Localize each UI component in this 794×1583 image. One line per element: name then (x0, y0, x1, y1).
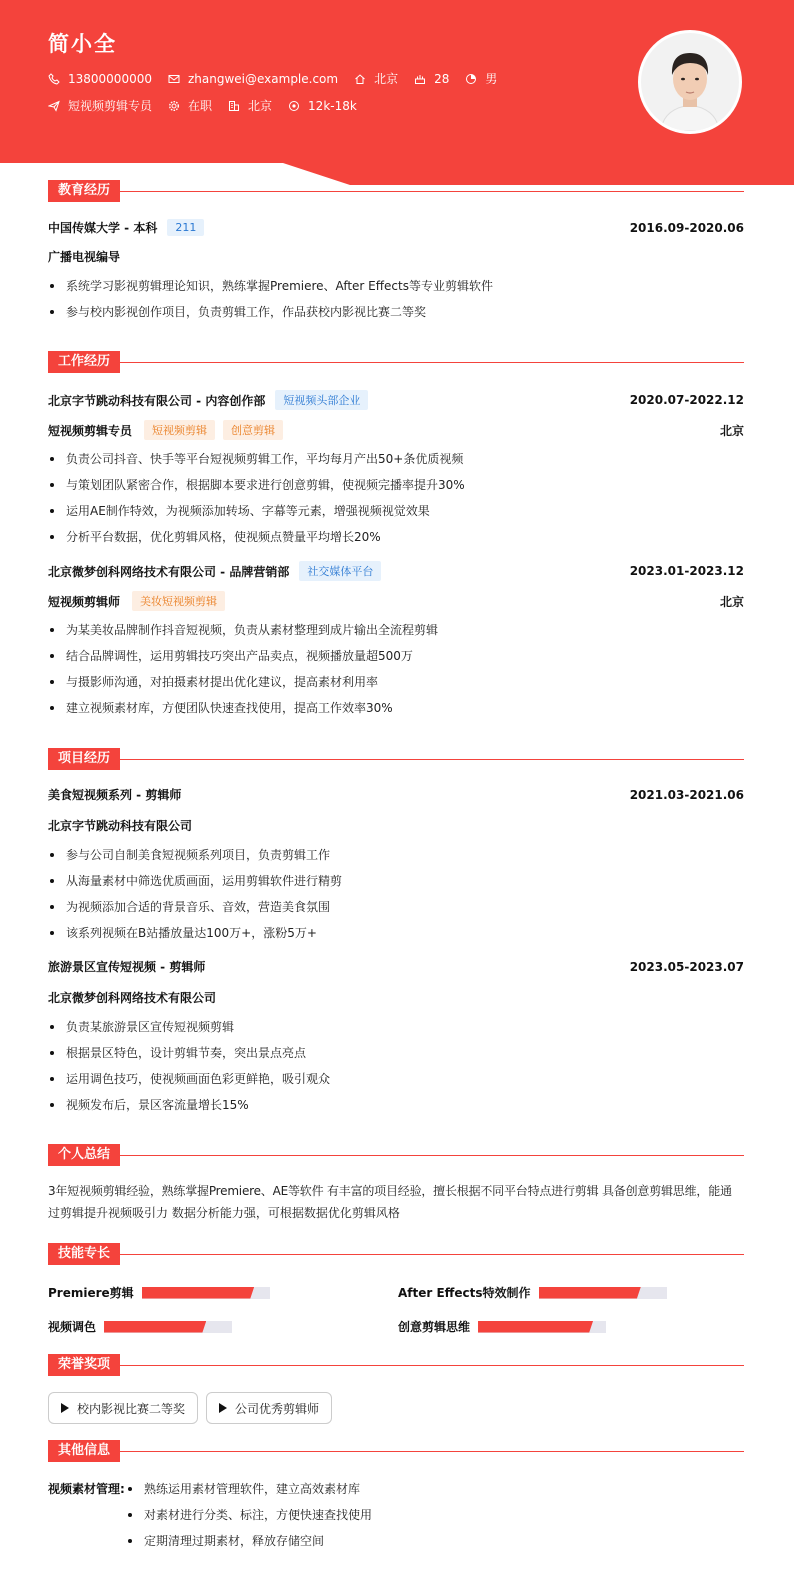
role-tag: 美妆短视频剪辑 (132, 591, 225, 611)
summary-heading (48, 1144, 744, 1166)
email-text: zhangwei@example.com (187, 71, 339, 86)
work-company-row (48, 561, 744, 581)
skill-bar (142, 1287, 270, 1299)
phone-text: 13800000000 (68, 71, 152, 86)
work-entry (48, 390, 744, 550)
gender-item (465, 70, 497, 87)
project-title-row (48, 958, 744, 975)
other-section (48, 1440, 744, 1554)
project-date: 2023.05-2023.07 (629, 959, 744, 974)
section-divider (120, 1254, 744, 1255)
list-item: 参与校内影视创作项目，负责剪辑工作，作品获校内影视比赛二等奖 (48, 299, 744, 325)
summary-line: 过剪辑提升视频吸引力 数据分析能力强，可根据数据优化剪辑风格 (48, 1206, 400, 1220)
section-divider (120, 1155, 744, 1156)
skill-bar (478, 1321, 606, 1333)
skill-item (398, 1284, 667, 1301)
award-item (48, 1392, 198, 1424)
avatar (638, 30, 742, 134)
education-date: 2016.09-2020.06 (629, 220, 744, 235)
awards-title: 荣誉奖项 (48, 1354, 120, 1376)
list-item: 系统学习影视剪辑理论知识，熟练掌握Premiere、After Effects等专业剪辑软件 (48, 273, 744, 299)
company-tag: 社交媒体平台 (299, 561, 381, 581)
other-label: 视频素材管理: (48, 1482, 125, 1496)
work-city: 北京 (719, 594, 744, 609)
coin-icon (288, 100, 300, 112)
gender-text: 男 (485, 72, 498, 86)
list-item: 与摄影师沟通，对拍摄素材提出优化建议，提高素材利用率 (48, 669, 744, 695)
project-title: 旅游景区宣传短视频 - 剪辑师 (48, 960, 206, 974)
avatar-portrait (641, 33, 739, 131)
education-section (48, 180, 744, 325)
skill-name: After Effects特效制作 (398, 1286, 531, 1300)
list-item: 根据景区特色，设计剪辑节奏，突出景点亮点 (48, 1040, 744, 1066)
school-name: 中国传媒大学 - 本科 (48, 221, 158, 235)
list-item: 分析平台数据，优化剪辑风格，使视频点赞量平均增长20% (48, 524, 744, 550)
hometown-item (354, 70, 398, 87)
skills-title: 技能专长 (48, 1243, 120, 1265)
list-item: 负责公司抖音、快手等平台短视频剪辑工作，平均每月产出50+条优质视频 (48, 446, 744, 472)
education-heading (48, 180, 744, 202)
age-text: 28 (434, 71, 450, 86)
job-intent-row (48, 97, 373, 114)
skill-bar (104, 1321, 232, 1333)
projects-title: 项目经历 (48, 748, 120, 770)
list-item: 负责某旅游景区宣传短视频剪辑 (48, 1014, 744, 1040)
role-tag: 创意剪辑 (223, 420, 283, 440)
age-item (414, 72, 449, 86)
summary-section (48, 1144, 744, 1224)
awards-section (48, 1354, 744, 1424)
skill-bar-fill (478, 1321, 593, 1333)
section-divider (120, 362, 744, 363)
company-tag: 短视频头部企业 (275, 390, 368, 410)
summary-line: 3年短视频剪辑经验，熟练掌握Premiere、AE等软件 有丰富的项目经验，擅长根据不同平台特点进行剪辑 具备创意剪辑思维，能通 (48, 1184, 732, 1198)
project-title: 美食短视频系列 - 剪辑师 (48, 788, 182, 802)
list-item: 与策划团队紧密合作，根据脚本要求进行创意剪辑，使视频完播率提升30% (48, 472, 744, 498)
awards-heading (48, 1354, 744, 1376)
list-item: 为某美妆品牌制作抖音短视频，负责从素材整理到成片输出全流程剪辑 (48, 617, 744, 643)
skill-bar-fill (104, 1321, 206, 1333)
project-bullets (48, 842, 744, 946)
target-city-item (228, 97, 272, 114)
skill-name: Premiere剪辑 (48, 1286, 134, 1300)
award-label: 校内影视比赛二等奖 (77, 1401, 186, 1416)
education-row (48, 219, 744, 236)
work-entry (48, 561, 744, 721)
project-entry (48, 958, 744, 1118)
project-bullets (48, 1014, 744, 1118)
project-company: 北京字节跳动科技有限公司 (48, 819, 193, 833)
role-tag: 短视频剪辑 (144, 420, 215, 440)
skills-heading (48, 1243, 744, 1265)
work-date: 2023.01-2023.12 (629, 564, 744, 578)
company-name: 北京微梦创科网络技术有限公司 - 品牌营销部 (48, 564, 290, 579)
work-company-row (48, 390, 744, 410)
work-role-row (48, 420, 744, 440)
salary-text: 12k-18k (308, 98, 357, 113)
hometown-text: 北京 (374, 72, 399, 86)
email-item (168, 72, 338, 86)
skills-section (48, 1243, 744, 1333)
work-section (48, 351, 744, 721)
section-divider (120, 1365, 744, 1366)
project-entry (48, 786, 744, 946)
major: 广播电视编导 (48, 250, 121, 264)
status-text: 在职 (188, 99, 213, 113)
phone-item (48, 72, 152, 86)
skill-item (398, 1318, 606, 1335)
award-label: 公司优秀剪辑师 (235, 1401, 320, 1416)
other-title: 其他信息 (48, 1440, 120, 1462)
list-item: 熟练运用素材管理软件，建立高效素材库 (126, 1476, 372, 1502)
target-position-text: 短视频剪辑专员 (68, 99, 153, 113)
education-bullets (48, 273, 744, 325)
building-icon (228, 100, 240, 112)
work-title: 工作经历 (48, 351, 120, 373)
gear-icon (168, 100, 180, 112)
work-bullets (48, 617, 744, 721)
work-heading (48, 351, 744, 373)
project-date: 2021.03-2021.06 (629, 787, 744, 802)
play-icon (219, 1403, 227, 1413)
home-icon (354, 73, 366, 85)
list-item: 运用调色技巧，使视频画面色彩更鲜艳，吸引观众 (48, 1066, 744, 1092)
education-title: 教育经历 (48, 180, 120, 202)
award-item (206, 1392, 332, 1424)
work-role-row (48, 591, 744, 611)
resume-header (0, 0, 794, 185)
skill-name: 创意剪辑思维 (398, 1320, 471, 1334)
list-item: 从海量素材中筛选优质画面，运用剪辑软件进行精剪 (48, 868, 744, 894)
skill-item (48, 1318, 232, 1335)
target-position-item (48, 97, 152, 114)
project-title-row (48, 786, 744, 803)
list-item: 视频发布后，景区客流量增长15% (48, 1092, 744, 1118)
candidate-name: 简小全 (48, 32, 117, 56)
list-item: 该系列视频在B站播放量达100万+，涨粉5万+ (48, 920, 744, 946)
role-title: 短视频剪辑师 (48, 594, 121, 609)
awards-list (48, 1392, 744, 1424)
target-city-text: 北京 (248, 99, 273, 113)
skill-bar-fill (142, 1287, 255, 1299)
contact-row (48, 70, 513, 87)
skill-bar (539, 1287, 667, 1299)
play-icon (61, 1403, 69, 1413)
school-tag: 211 (167, 219, 204, 236)
work-city: 北京 (719, 423, 744, 438)
section-divider (120, 759, 744, 760)
other-bullets (126, 1476, 372, 1554)
mail-icon (168, 73, 180, 85)
other-heading (48, 1440, 744, 1462)
salary-item (288, 99, 357, 113)
list-item: 结合品牌调性，运用剪辑技巧突出产品卖点，视频播放量超500万 (48, 643, 744, 669)
summary-title: 个人总结 (48, 1144, 120, 1166)
skill-name: 视频调色 (48, 1320, 97, 1334)
status-item (168, 97, 212, 114)
list-item: 运用AE制作特效，为视频添加转场、字幕等元素，增强视频视觉效果 (48, 498, 744, 524)
work-bullets (48, 446, 744, 550)
section-divider (120, 1451, 744, 1452)
section-divider (120, 191, 744, 192)
gender-icon (465, 73, 477, 85)
list-item: 定期清理过期素材，释放存储空间 (126, 1528, 372, 1554)
summary-text (48, 1180, 744, 1224)
phone-icon (48, 73, 60, 85)
role-title: 短视频剪辑专员 (48, 423, 133, 438)
list-item: 为视频添加合适的背景音乐、音效，营造美食氛围 (48, 894, 744, 920)
other-item (48, 1476, 744, 1554)
list-item: 参与公司自制美食短视频系列项目，负责剪辑工作 (48, 842, 744, 868)
work-date: 2020.07-2022.12 (629, 393, 744, 407)
send-icon (48, 100, 60, 112)
company-name: 北京字节跳动科技有限公司 - 内容创作部 (48, 393, 266, 408)
skill-bar-fill (539, 1287, 641, 1299)
project-company: 北京微梦创科网络技术有限公司 (48, 991, 217, 1005)
list-item: 对素材进行分类、标注，方便快速查找使用 (126, 1502, 372, 1528)
projects-heading (48, 748, 744, 770)
projects-section (48, 748, 744, 1118)
cake-icon (414, 73, 426, 85)
list-item: 建立视频素材库，方便团队快速查找使用，提高工作效率30% (48, 695, 744, 721)
skill-item (48, 1284, 270, 1301)
